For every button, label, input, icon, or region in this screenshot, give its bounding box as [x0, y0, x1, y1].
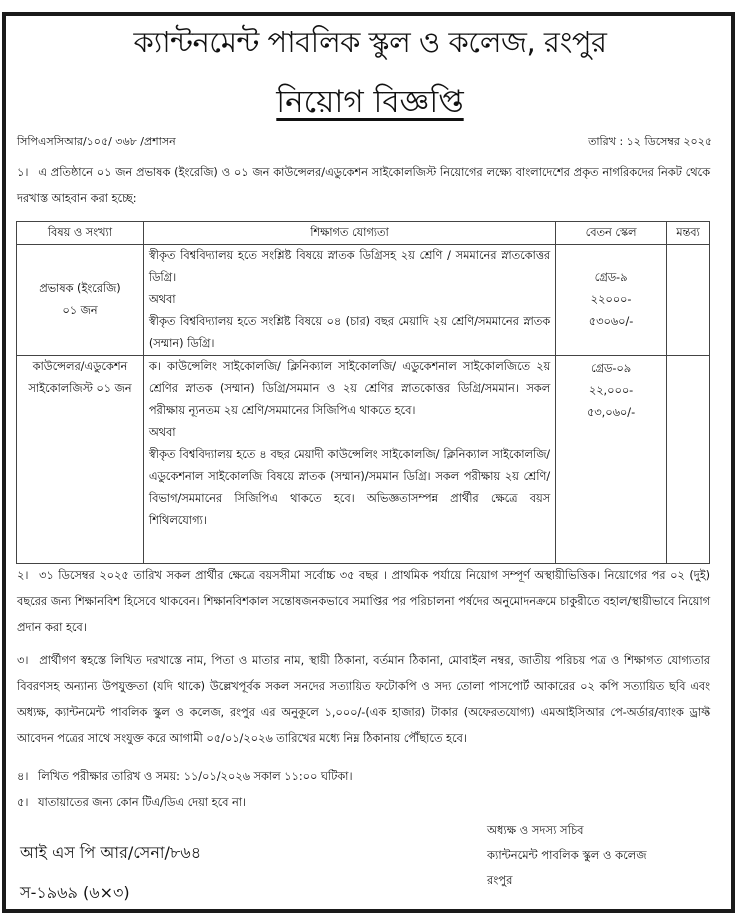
signatory-title: অধ্যক্ষ ও সদস্য সচিব — [487, 823, 584, 837]
remarks-cell — [667, 356, 710, 564]
paragraph-4 — [17, 764, 710, 790]
signatory-city: রংপুর — [487, 873, 513, 887]
post-cell — [17, 356, 144, 564]
paragraph-text: লিখিত পরীক্ষার তারিখ ও সময়: ১১/০১/২০২৬ সকাল ১১:০০ ঘটিকা। — [37, 770, 353, 783]
header-pay-scale: বেতন স্কেল — [556, 222, 667, 245]
paragraph-number: ৪। — [17, 770, 29, 783]
or-label: অথবা — [148, 293, 176, 306]
paragraph-text: যাতায়াতের জন্য কোন টিএ/ডিএ দেয়া হবে না। — [37, 796, 247, 809]
qualification-option-a: ক। কাউন্সেলিং সাইকোলজি/ ক্লিনিক্যাল সাইকোলজি/ এডুকেশনাল সাইকোলজিতে ২য় শ্রেণির স্নাতক (সম্মান) ডিগ্রি/সমমান ও ২য় শ্রেণির স্নাতকোত্তর ডিগ্রি/সমমান। সকল পরীক্ষায় ন্যূনতম ২য় শ্রেণি/সমমানের সিজিপিএ থাকতে হবে। — [148, 360, 551, 417]
table-header-row — [17, 222, 710, 245]
table-row — [17, 356, 710, 564]
ispr-reference: আই এস পি আর/সেনা/৮৬৪ — [20, 843, 202, 862]
paragraph-number: ১। — [17, 166, 29, 179]
qualification-cell — [143, 245, 555, 356]
post-name: কাউন্সেলর/এডুকেশন সাইকোলজিস্ট ০১ জন — [28, 360, 132, 395]
pay-scale-cell — [556, 356, 667, 564]
paragraph-number: ৫। — [17, 796, 29, 809]
grade: গ্রেড-৯ — [594, 271, 628, 284]
scale-min: ২২,০০০- — [588, 384, 634, 397]
paragraph-number: ২। — [17, 569, 29, 582]
paragraph-5 — [17, 790, 710, 816]
qualification-option-b: স্বীকৃত বিশ্ববিদ্যালয় হতে সংশ্লিষ্ট বিষয়ে ০৪ (চার) বছর মেয়াদি ২য় শ্রেণি/সমমানের স্নাতক (সম্মান) ডিগ্রি। — [148, 315, 551, 350]
or-label: অথবা — [148, 426, 176, 439]
table-row — [17, 245, 710, 356]
paragraph-number: ৩। — [17, 654, 29, 667]
post-count: ০১ জন — [62, 304, 98, 317]
paragraph-text: প্রার্থীগণ স্বহস্তে লিখিত দরখাস্তে নাম, পিতা ও মাতার নাম, স্থায়ী ঠিকানা, বর্তমান ঠিকানা, মোবাইল নম্বর, জাতীয় পরিচয় পত্র ও শিক্ষাগত যোগ্যতার বিবরণসহ অন্যান্য উপযুক্ততা (যদি থাকে) উল্লেখপূর্বক সকল সনদের সত্যায়িত ফটোকপি ও সদ্য তোলা পাসপোর্ট আকারের ০২ কপি সত্যায়িত ছবি এবং অধ্যক্ষ, ক্যান্টনমেন্ট পাবলিক স্কুল ও কলেজ, রংপুর এর অনুকূলে ১,০০০/-(এক হাজার) টাকার (অফেরতযোগ্য) এমআইসিআর পে-অর্ডার/ব্যাংক ড্রাফ্ট আবেদন পত্রের সাথে সংযুক্ত করে আগামী ০৫/০১/২০২৬ তারিখের মধ্যে নিম্ন ঠিকানায় পৌঁছাতে হবে। — [17, 654, 711, 745]
paragraph-text: ৩১ ডিসেম্বর ২০২৫ তারিখ সকল প্রার্থীর ক্ষেত্রে বয়সসীমা সর্বোচ্চ ৩৫ বছর । প্রাথমিক পর্যায়ে নিয়োগ সম্পূর্ণ অস্থায়ীভিত্তিক। নিয়োগের পর ০২ (দুই) বছরের জন্য শিক্ষানবিশ হিসেবে থাকবেন। শিক্ষানবিশকাল সন্তোষজনকভাবে সমাপ্তির পর পরিচালনা পর্ষদের অনুমোদনক্রমে চাকুরীতে বহাল/স্থায়ীভাবে নিয়োগ প্রদান করা হবে। — [17, 569, 710, 634]
paragraph-1 — [17, 160, 710, 212]
paragraph-3 — [17, 648, 710, 752]
paragraph-text: এ প্রতিষ্ঠানে ০১ জন প্রভাষক (ইংরেজি) ও ০১ জন কাউন্সেলর/এডুকেশন সাইকোলজিস্ট নিয়োগের লক্ষ্যে বাংলাদেশের প্রকৃত নাগরিকদের নিকট থেকে দরখাস্ত আহবান করা হচ্ছে: — [17, 166, 711, 205]
memo-number: সিপিএসসিআর/১০৫/ ৩৬৮ /প্রশাসন — [17, 135, 176, 148]
qualification-option-a: স্বীকৃত বিশ্ববিদ্যালয় হতে সংশ্লিষ্ট বিষয়ে স্নাতক ডিগ্রিসহ ২য় শ্রেণি / সমমানের স্নাতকোত্তর ডিগ্রি। — [148, 249, 551, 284]
signature-block — [487, 818, 647, 893]
notice-date: তারিখ : ১২ ডিসেম্বর ২০২৫ — [588, 135, 712, 148]
post-cell — [17, 245, 144, 356]
header-post: বিষয় ও সংখ্যা — [17, 222, 144, 245]
grade: গ্রেড-০৯ — [591, 362, 632, 375]
signatory-organization: ক্যান্টনমেন্ট পাবলিক স্কুল ও কলেজ — [487, 848, 647, 862]
notice-title-text: নিয়োগ বিজ্ঞপ্তি — [276, 84, 464, 120]
remarks-cell — [667, 245, 710, 356]
scale-max: ৫৩,০৬০/- — [586, 406, 636, 419]
notice-title — [0, 78, 740, 130]
scale-max: ৫৩০৬০/- — [588, 315, 634, 328]
ad-reference: স-১৯৬৯ (৬×৩) — [20, 883, 130, 902]
scale-min: ২২০০০- — [590, 293, 632, 306]
qualification-option-b: স্বীকৃত বিশ্ববিদ্যালয় হতে ৪ বছর মেয়াদী কাউন্সেলিং সাইকোলজি/ ক্লিনিক্যাল সাইকোলজি/ এডুকেশনাল সাইকোলজি বিষয়ে স্নাতক (সম্মান)/সমমান ডিগ্রি। সকল পরীক্ষায় ২য় শ্রেণি/ বিভাগ/সমমানের সিজিপিএ থাকতে হবে। অভিজ্ঞতাসম্পন্ন প্রার্থীর ক্ষেত্রে বয়স শিথিলযোগ্য। — [148, 448, 551, 527]
qualification-cell — [143, 356, 555, 564]
institution-name: ক্যান্টনমেন্ট পাবলিক স্কুল ও কলেজ, রংপুর — [133, 25, 607, 59]
post-name: প্রভাষক (ইংরেজি) — [39, 282, 121, 295]
header-qualification: শিক্ষাগত যোগ্যতা — [143, 222, 555, 245]
qualification-table — [16, 221, 710, 564]
paragraph-2 — [17, 563, 710, 641]
header-remarks: মন্তব্য — [667, 222, 710, 245]
pay-scale-cell — [556, 245, 667, 356]
